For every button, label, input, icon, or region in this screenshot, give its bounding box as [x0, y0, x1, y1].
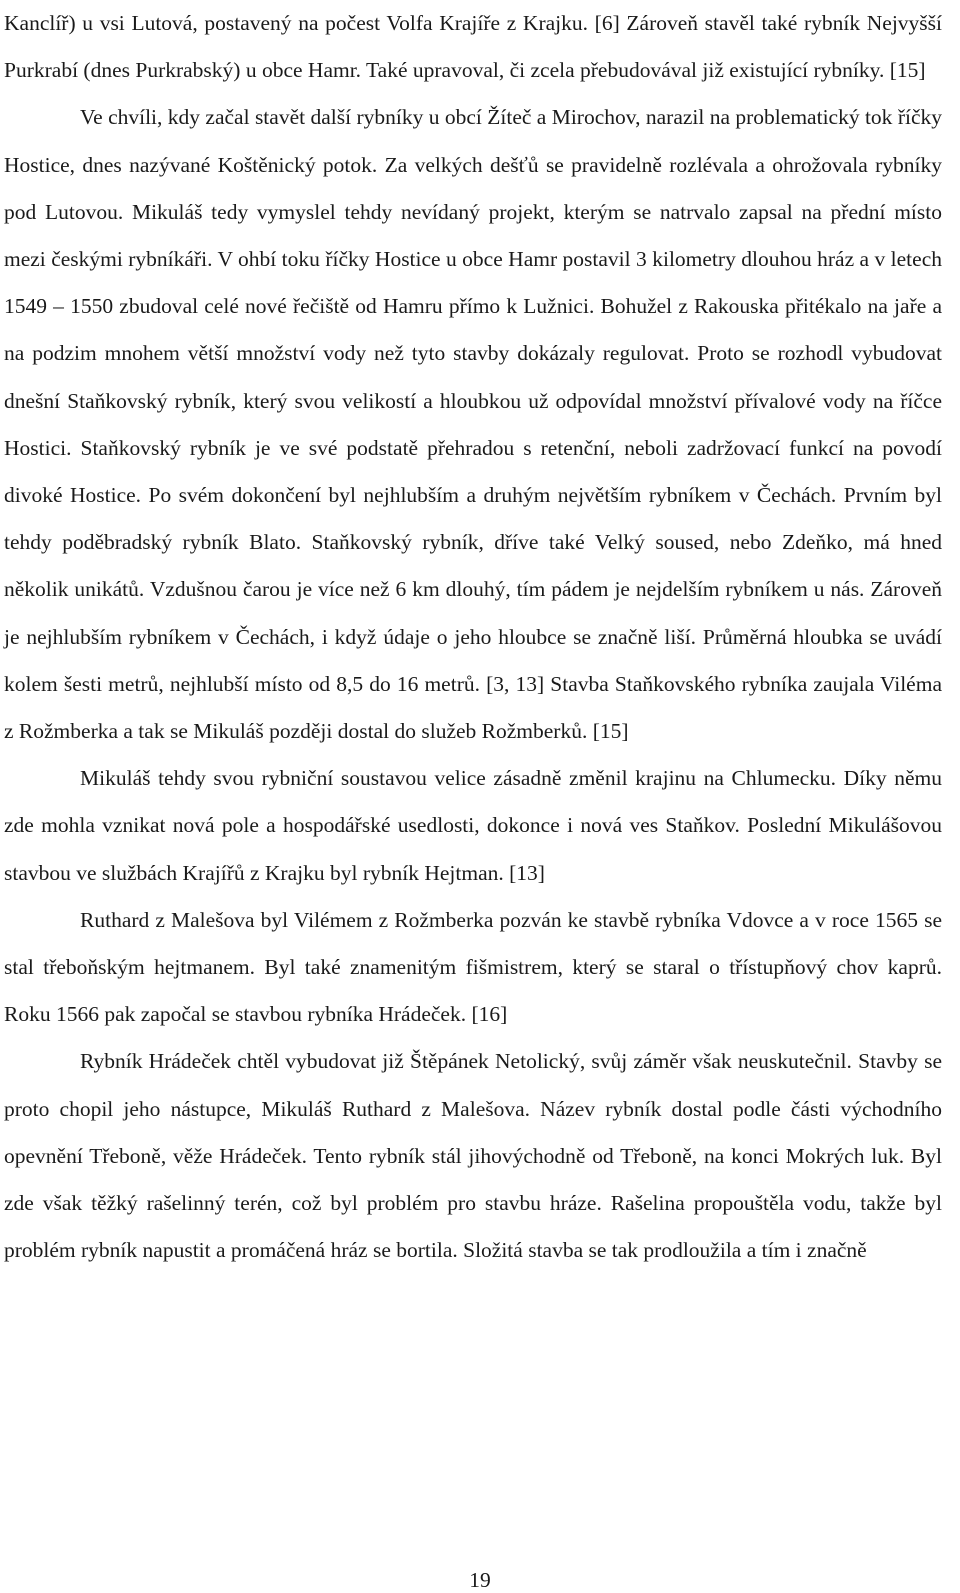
paragraph: Ve chvíli, kdy začal stavět další rybníky u obcí Žíteč a Mirochov, narazil na problematický tok říčky Hostice, dnes nazývané Koštěnický potok. Za velkých dešťů se pravidelně rozlévala a ohrožovala rybníky pod Lutovou. Mikuláš tedy vymyslel tehdy nevídaný projekt, kterým se natrvalo zapsal na přední místo mezi českými rybníkáři. V ohbí toku říčky Hostice u obce Hamr postavil 3 kilometry dlouhou hráz a v letech 1549 – 1550 zbudoval celé nové řečiště od Hamru přímo k Lužnici. Bohužel z Rakouska přitékalo na jaře a na podzim mnohem větší množství vody než tyto stavby dokázaly regulovat. Proto se rozhodl vybudovat dnešní Staňkovský rybník, který svou velikostí a hloubkou už odpovídal množství přívalové vody na říčce Hostici. Staňkovský rybník je ve své podstatě přehradou s retenční, neboli zadržovací funkcí na povodí divoké Hostice. Po svém dokončení byl nejhlubším a druhým největším rybníkem v Čechách. Prvním byl tehdy poděbradský rybník Blato. Staňkovský rybník, dříve také Velký soused, nebo Zdeňko, má hned několik unikátů. Vzdušnou čarou je více než 6 km dlouhý, tím pádem je nejdelším rybníkem u nás. Zároveň je nejhlubším rybníkem v Čechách, i když údaje o jeho hloubce se značně liší. Průměrná hloubka se uvádí kolem šesti metrů, nejhlubší místo od 8,5 do 16 metrů. [3, 13] Stavba Staňkovského rybníka zaujala Viléma z Rožmberka a tak se Mikuláš později dostal do služeb Rožmberků. [15] — [4, 105, 942, 744]
page-number: 19 — [469, 1568, 491, 1592]
paragraph: Rybník Hrádeček chtěl vybudovat již Štěpánek Netolický, svůj záměr však neuskutečnil. Stavby se proto chopil jeho nástupce, Mikuláš Ruthard z Malešova. Název rybník dostal podle části východního opevnění Třeboně, věže Hrádeček. Tento rybník stál jihovýchodně od Třeboně, na konci Mokrých luk. Byl zde však těžký rašelinný terén, což byl problém pro stavbu hráze. Rašelina propouštěla vodu, takže byl problém rybník napustit a promáčená hráz se bortila. Složitá stavba se tak prodloužila a tím i značně — [4, 1049, 942, 1263]
paragraph: Kanclíř) u vsi Lutová, postavený na počest Volfa Krajíře z Krajku. [6] Zároveň stavěl také rybník Nejvyšší Purkrabí (dnes Purkrabský) u obce Hamr. Také upravoval, či zcela přebudovával již existující rybníky. [15] — [4, 11, 942, 83]
document-body — [4, 0, 942, 1274]
paragraph: Ruthard z Malešova byl Vilémem z Rožmberka pozván ke stavbě rybníka Vdovce a v roce 1565 se stal třeboňským hejtmanem. Byl také znamenitým fišmistrem, který se staral o třístupňový chov kaprů. Roku 1566 pak započal se stavbou rybníka Hrádeček. [16] — [4, 907, 942, 1027]
paragraph: Mikuláš tehdy svou rybniční soustavou velice zásadně změnil krajinu na Chlumecku. Díky němu zde mohla vznikat nová pole a hospodářské usedlosti, dokonce i nová ves Staňkov. Poslední Mikulášovou stavbou ve službách Krajířů z Krajku byl rybník Hejtman. [13] — [4, 766, 942, 885]
